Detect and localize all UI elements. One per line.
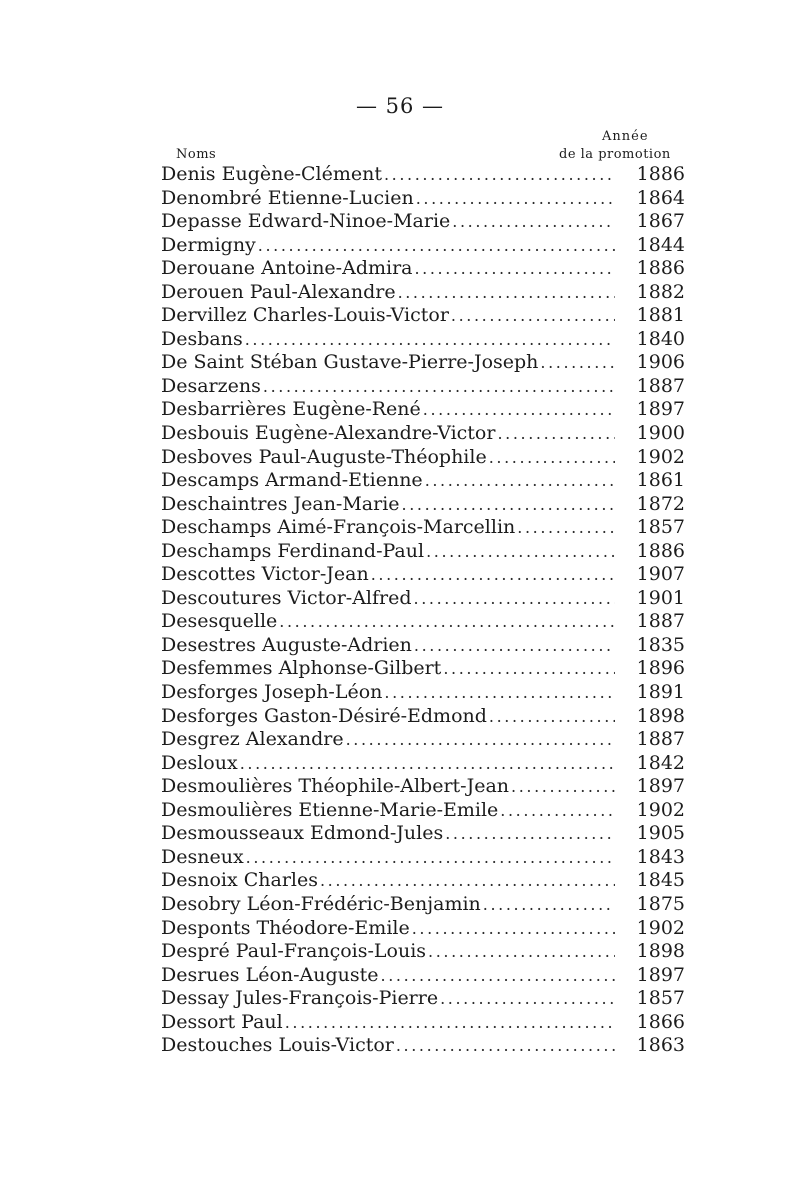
list-item	[161, 163, 691, 187]
dot-leader	[443, 657, 615, 681]
year-column-header: Année	[602, 129, 649, 144]
entry-name: Desrues Léon-Auguste	[161, 963, 379, 986]
list-item	[161, 964, 691, 988]
list-item	[161, 869, 691, 893]
entry-year: 1843	[636, 845, 685, 868]
entry-name: Desestres Auguste-Adrien	[161, 633, 412, 656]
entry-year: 1906	[636, 351, 685, 374]
list-item	[161, 234, 691, 258]
entry-name: Desmoulières Etienne-Marie-Emile	[161, 798, 499, 821]
list-item	[161, 587, 691, 611]
list-item	[161, 610, 691, 634]
entry-year: 1896	[636, 657, 685, 680]
list-item	[161, 775, 691, 799]
list-item	[161, 893, 691, 917]
entry-name: Despré Paul-François-Louis	[161, 940, 427, 963]
entry-year: 1898	[636, 940, 685, 963]
list-item	[161, 540, 691, 564]
dot-leader	[540, 351, 615, 375]
list-item	[161, 1011, 691, 1035]
list-item	[161, 634, 691, 658]
dot-leader	[398, 281, 615, 305]
dot-leader	[489, 705, 615, 729]
entry-name: Desmousseaux Edmond-Jules	[161, 822, 444, 845]
dot-leader	[497, 422, 615, 446]
entry-name: Desloux	[161, 751, 238, 774]
dot-leader	[483, 893, 615, 917]
entry-name: Deschaintres Jean-Marie	[161, 492, 400, 515]
entry-name: Derouen Paul-Alexandre	[161, 280, 396, 303]
entry-name: Desforges Joseph-Léon	[161, 681, 383, 704]
list-item	[161, 705, 691, 729]
dot-leader	[245, 328, 615, 352]
entry-name: Desforges Gaston-Désiré-Edmond	[161, 704, 487, 727]
entry-name: De Saint Stéban Gustave-Pierre-Joseph	[161, 351, 539, 374]
entry-year: 1886	[636, 539, 685, 562]
entry-name: Desgrez Alexandre	[161, 728, 344, 751]
entry-name: Dessort Paul	[161, 1010, 283, 1033]
dot-leader	[425, 469, 615, 493]
list-item	[161, 446, 691, 470]
entry-year: 1897	[636, 775, 685, 798]
dot-leader	[423, 398, 615, 422]
dot-leader	[416, 187, 615, 211]
entry-name: Descoutures Victor-Alfred	[161, 586, 412, 609]
entry-name: Dervillez Charles-Louis-Victor	[161, 304, 449, 327]
dot-leader	[381, 964, 615, 988]
list-item	[161, 681, 691, 705]
entry-name: Descottes Victor-Jean	[161, 563, 369, 586]
dot-leader	[346, 728, 615, 752]
entry-year: 1875	[636, 892, 685, 915]
entry-year: 1866	[636, 1010, 685, 1033]
names-column-header: Noms	[176, 147, 217, 162]
entry-name: Desarzens	[161, 374, 261, 397]
entry-year: 1845	[636, 869, 685, 892]
dot-leader	[402, 493, 615, 517]
list-item	[161, 257, 691, 281]
entry-year: 1887	[636, 728, 685, 751]
entry-year: 1863	[636, 1034, 685, 1057]
entry-year: 1867	[636, 210, 685, 233]
list-item	[161, 493, 691, 517]
dot-leader	[414, 587, 615, 611]
entry-year: 1835	[636, 633, 685, 656]
list-item	[161, 940, 691, 964]
list-item	[161, 657, 691, 681]
entry-name: Desobry Léon-Frédéric-Benjamin	[161, 892, 481, 915]
promotion-list	[161, 163, 691, 1058]
entry-name: Destouches Louis-Victor	[161, 1034, 394, 1057]
entry-year: 1861	[636, 469, 685, 492]
list-item	[161, 917, 691, 941]
list-item	[161, 398, 691, 422]
entry-year: 1857	[636, 516, 685, 539]
entry-name: Desfemmes Alphonse-Gilbert	[161, 657, 442, 680]
entry-name: Desbouis Eugène-Alexandre-Victor	[161, 422, 496, 445]
list-item	[161, 469, 691, 493]
entry-year: 1886	[636, 257, 685, 280]
entry-name: Descamps Armand-Etienne	[161, 469, 423, 492]
dot-leader	[445, 822, 615, 846]
list-item	[161, 822, 691, 846]
list-item	[161, 987, 691, 1011]
entry-name: Deschamps Aimé-François-Marcellin	[161, 516, 516, 539]
list-item	[161, 281, 691, 305]
dot-leader	[489, 446, 615, 470]
entry-year: 1842	[636, 751, 685, 774]
list-item	[161, 351, 691, 375]
dot-leader	[246, 846, 615, 870]
dot-leader	[320, 869, 615, 893]
list-item	[161, 846, 691, 870]
entry-year: 1902	[636, 445, 685, 468]
dot-leader	[279, 610, 615, 634]
dot-leader	[414, 634, 615, 658]
entry-name: Desneux	[161, 845, 244, 868]
entry-name: Desnoix Charles	[161, 869, 318, 892]
dot-leader	[451, 304, 615, 328]
entry-year: 1864	[636, 186, 685, 209]
entry-name: Depasse Edward-Ninoe-Marie	[161, 210, 451, 233]
dot-leader	[371, 563, 615, 587]
entry-year: 1902	[636, 916, 685, 939]
entry-year: 1857	[636, 987, 685, 1010]
dot-leader	[440, 987, 615, 1011]
dot-leader	[517, 516, 615, 540]
dot-leader	[285, 1011, 615, 1035]
entry-year: 1887	[636, 610, 685, 633]
dot-leader	[396, 1034, 615, 1058]
entry-year: 1897	[636, 398, 685, 421]
entry-name: Desbans	[161, 327, 243, 350]
entry-name: Denis Eugène-Clément	[161, 163, 382, 185]
dot-leader	[263, 375, 615, 399]
list-item	[161, 304, 691, 328]
dot-leader	[414, 257, 615, 281]
entry-name: Desponts Théodore-Emile	[161, 916, 410, 939]
dot-leader	[384, 163, 615, 187]
entry-name: Desbarrières Eugène-René	[161, 398, 421, 421]
entry-year: 1891	[636, 681, 685, 704]
entry-year: 1882	[636, 280, 685, 303]
dot-leader	[452, 210, 615, 234]
list-item	[161, 752, 691, 776]
dot-leader	[240, 752, 615, 776]
entry-year: 1907	[636, 563, 685, 586]
list-item	[161, 799, 691, 823]
list-item	[161, 516, 691, 540]
entry-year: 1898	[636, 704, 685, 727]
dot-leader	[511, 775, 615, 799]
list-item	[161, 187, 691, 211]
entry-name: Desmoulières Théophile-Albert-Jean	[161, 775, 510, 798]
entry-year: 1905	[636, 822, 685, 845]
list-item	[161, 422, 691, 446]
entry-name: Derouane Antoine-Admira	[161, 257, 413, 280]
entry-year: 1887	[636, 374, 685, 397]
dot-leader	[412, 917, 615, 941]
entry-year: 1897	[636, 963, 685, 986]
entry-year: 1844	[636, 233, 685, 256]
entry-year: 1881	[636, 304, 685, 327]
list-item	[161, 210, 691, 234]
list-item	[161, 328, 691, 352]
entry-name: Deschamps Ferdinand-Paul	[161, 539, 425, 562]
entry-name: Dessay Jules-François-Pierre	[161, 987, 439, 1010]
entry-name: Desesquelle	[161, 610, 278, 633]
dot-leader	[258, 234, 615, 258]
list-item	[161, 563, 691, 587]
list-item	[161, 375, 691, 399]
entry-name: Dermigny	[161, 233, 256, 256]
entry-year: 1900	[636, 422, 685, 445]
entry-name: Denombré Etienne-Lucien	[161, 186, 414, 209]
promotion-column-header: de la promotion	[559, 147, 671, 162]
entry-name: Desboves Paul-Auguste-Théophile	[161, 445, 487, 468]
dot-leader	[500, 799, 615, 823]
entry-year: 1902	[636, 798, 685, 821]
entry-year: 1886	[636, 163, 685, 185]
dot-leader	[384, 681, 615, 705]
dot-leader	[428, 940, 615, 964]
entry-year: 1840	[636, 327, 685, 350]
list-item	[161, 1034, 691, 1058]
entry-year: 1901	[636, 586, 685, 609]
list-item	[161, 728, 691, 752]
page-number: — 56 —	[355, 94, 445, 118]
dot-leader	[426, 540, 615, 564]
entry-year: 1872	[636, 492, 685, 515]
